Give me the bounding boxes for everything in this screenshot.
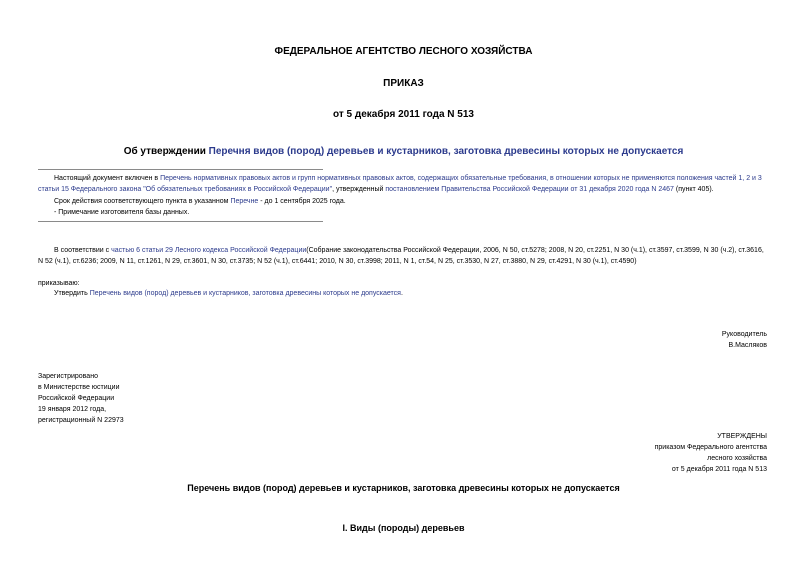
approved-block bbox=[467, 431, 767, 475]
approved-line: УТВЕРЖДЕНЫ bbox=[717, 433, 767, 440]
note-paragraph-1 bbox=[38, 173, 770, 195]
registration-line: регистрационный N 22973 bbox=[38, 417, 124, 424]
approved-line: приказом Федерального агентства bbox=[654, 444, 767, 451]
note-text: Настоящий документ включен в bbox=[54, 175, 161, 182]
note-paragraph-3: - Примечание изготовителя базы данных. bbox=[54, 209, 190, 216]
agency-name: ФЕДЕРАЛЬНОЕ АГЕНТСТВО ЛЕСНОГО ХОЗЯЙСТВА bbox=[274, 46, 533, 57]
note-text: (пункт 405). bbox=[673, 186, 714, 193]
document-type: ПРИКАЗ bbox=[383, 78, 424, 89]
registration-line: в Министерстве юстиции bbox=[38, 384, 120, 391]
body-text: В соответствии с bbox=[54, 247, 112, 254]
forest-code-link[interactable]: частью 6 статьи 29 Лесного кодекса Российской Федерации bbox=[111, 247, 307, 254]
note-text: , утвержденный bbox=[332, 186, 386, 193]
document-date-number: от 5 декабря 2011 года N 513 bbox=[333, 109, 474, 120]
note-list-link[interactable]: Перечень нормативных правовых актов и групп нормативных правовых актов, содержащих обязательные требования, в отношении которых не применяются положения частей 1, 2 и 3 статьи 15 Федерального закона "Об обязательных требованиях в Российской Федерации" bbox=[38, 175, 762, 193]
note-paragraph-2 bbox=[38, 196, 770, 207]
note-bottom-divider bbox=[38, 221, 323, 222]
signature-name: В.Масляков bbox=[728, 342, 767, 349]
title-link[interactable]: Перечня видов (пород) деревьев и кустарников, заготовка древесины которых не допускается bbox=[208, 146, 684, 157]
title-prefix: Об утверждении bbox=[123, 146, 209, 157]
note-text: Срок действия соответствующего пункта в указанном bbox=[54, 198, 231, 205]
order-word: приказываю: bbox=[38, 280, 80, 287]
body-paragraph-1 bbox=[38, 245, 770, 267]
note-perechen-link[interactable]: Перечне bbox=[230, 198, 259, 205]
approved-line: от 5 декабря 2011 года N 513 bbox=[671, 466, 767, 473]
body-text: . bbox=[400, 290, 403, 297]
body-text: (Собрание законодательства Российской Федерации, 2006, N 50, ст.5278; 2008, N 20, ст.2251, N 30 (ч.1), ст.3597, ст.3599, N 30 (ч.2), ст.3616, N 52 (ч.1), ст.6236; 2009, N 11, ст.1261, N 29, ст.3601, N 30, ст.3735; N 52 (ч.1), ст.6441; 2010, N 30, ст.3998; 2011, N 1, ст.54, N 25, ст.3530, N 27, ст.3880, N 29, ст.4291, N 30 (ч.1), ст.4590) bbox=[38, 247, 764, 265]
page-title bbox=[0, 146, 807, 157]
note-decree-link[interactable]: постановлением Правительства Российской Федерации от 31 декабря 2020 года N 2467 bbox=[385, 186, 674, 193]
registration-line: 19 января 2012 года, bbox=[38, 406, 107, 413]
registration-line: Российской Федерации bbox=[38, 395, 115, 402]
section-title: I. Виды (породы) деревьев bbox=[342, 523, 465, 533]
approved-line: лесного хозяйства bbox=[707, 455, 767, 462]
signature-block bbox=[467, 329, 767, 351]
list-title: Перечень видов (пород) деревьев и кустарников, заготовка древесины которых не допускается bbox=[187, 483, 620, 493]
approve-paragraph bbox=[38, 288, 770, 299]
approve-list-link[interactable]: Перечень видов (пород) деревьев и кустарников, заготовка древесины которых не допускается bbox=[89, 290, 401, 297]
note-text: - до 1 сентября 2025 года. bbox=[258, 198, 346, 205]
note-top-divider bbox=[38, 169, 323, 170]
signature-position: Руководитель bbox=[721, 331, 767, 338]
registration-block bbox=[38, 371, 338, 426]
registration-line: Зарегистрировано bbox=[38, 373, 98, 380]
body-text: Утвердить bbox=[54, 290, 90, 297]
